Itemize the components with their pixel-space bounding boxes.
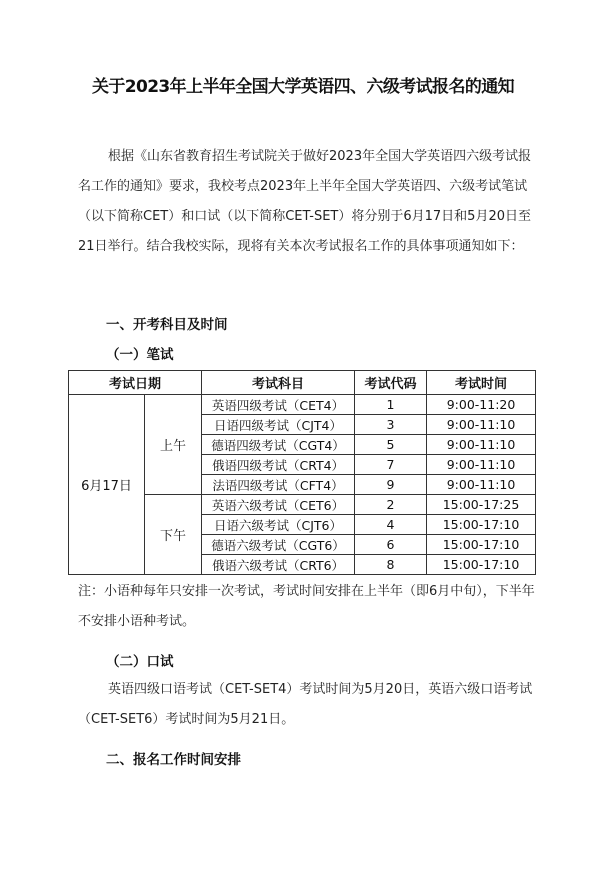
intro-text: 根据《山东省教育招生考试院关于做好2023年全国大学英语四六级考试报名工作的通知》要求，我校考点2023年上半年全国大学英语四、六级考试笔试（以下简称CET）和口试（以下简称CET-SET）将分别于6月17日和5月20日至21日举行。结合我校实际，现将有关本次考试报名工作的具体事项通知如下： bbox=[78, 149, 532, 254]
code-cell: 5 bbox=[355, 435, 427, 455]
header-exam-time: 考试时间 bbox=[427, 371, 536, 395]
code-cell: 6 bbox=[355, 535, 427, 555]
table-note: 注：小语种每年只安排一次考试，考试时间安排在上半年（即6月中旬），下半年不安排小语种考试。 bbox=[78, 584, 535, 629]
code-cell: 7 bbox=[355, 455, 427, 475]
subsection-heading-oral: （二）口试 bbox=[106, 654, 174, 670]
time-cell: 9:00-11:20 bbox=[427, 395, 536, 415]
morning-cell: 上午 bbox=[145, 395, 202, 495]
subject-cell: 法语四级考试（CFT4） bbox=[202, 475, 355, 495]
time-cell: 15:00-17:10 bbox=[427, 515, 536, 535]
subject-cell: 俄语四级考试（CRT4） bbox=[202, 455, 355, 475]
exam-schedule-table bbox=[68, 370, 536, 575]
afternoon-cell: 下午 bbox=[145, 495, 202, 575]
subsection-heading-written: （一）笔试 bbox=[106, 347, 174, 363]
time-cell: 9:00-11:10 bbox=[427, 435, 536, 455]
table-row bbox=[69, 395, 536, 415]
subject-cell: 日语六级考试（CJT6） bbox=[202, 515, 355, 535]
code-cell: 8 bbox=[355, 555, 427, 575]
header-exam-subject: 考试科目 bbox=[202, 371, 355, 395]
code-cell: 3 bbox=[355, 415, 427, 435]
subject-cell: 德语四级考试（CGT4） bbox=[202, 435, 355, 455]
code-cell: 2 bbox=[355, 495, 427, 515]
subject-cell: 英语六级考试（CET6） bbox=[202, 495, 355, 515]
subject-cell: 日语四级考试（CJT4） bbox=[202, 415, 355, 435]
time-cell: 15:00-17:25 bbox=[427, 495, 536, 515]
code-cell: 1 bbox=[355, 395, 427, 415]
oral-paragraph bbox=[78, 675, 538, 735]
subject-cell: 英语四级考试（CET4） bbox=[202, 395, 355, 415]
time-cell: 9:00-11:10 bbox=[427, 475, 536, 495]
code-cell: 4 bbox=[355, 515, 427, 535]
time-cell: 15:00-17:10 bbox=[427, 535, 536, 555]
subject-cell: 俄语六级考试（CRT6） bbox=[202, 555, 355, 575]
header-exam-date: 考试日期 bbox=[69, 371, 202, 395]
oral-text: 英语四级口语考试（CET-SET4）考试时间为5月20日，英语六级口语考试（CET-SET6）考试时间为5月21日。 bbox=[78, 682, 533, 727]
intro-paragraph bbox=[78, 142, 538, 262]
exam-date-cell: 6月17日 bbox=[69, 395, 145, 575]
time-cell: 9:00-11:10 bbox=[427, 415, 536, 435]
section-heading-registration: 二、报名工作时间安排 bbox=[106, 752, 241, 768]
time-cell: 15:00-17:10 bbox=[427, 555, 536, 575]
subject-cell: 德语六级考试（CGT6） bbox=[202, 535, 355, 555]
document-title: 关于2023年上半年全国大学英语四、六级考试报名的通知 bbox=[91, 77, 515, 97]
time-cell: 9:00-11:10 bbox=[427, 455, 536, 475]
table-header-row bbox=[69, 371, 536, 395]
header-exam-code: 考试代码 bbox=[355, 371, 427, 395]
code-cell: 9 bbox=[355, 475, 427, 495]
section-heading-subjects: 一、开考科目及时间 bbox=[106, 317, 228, 333]
